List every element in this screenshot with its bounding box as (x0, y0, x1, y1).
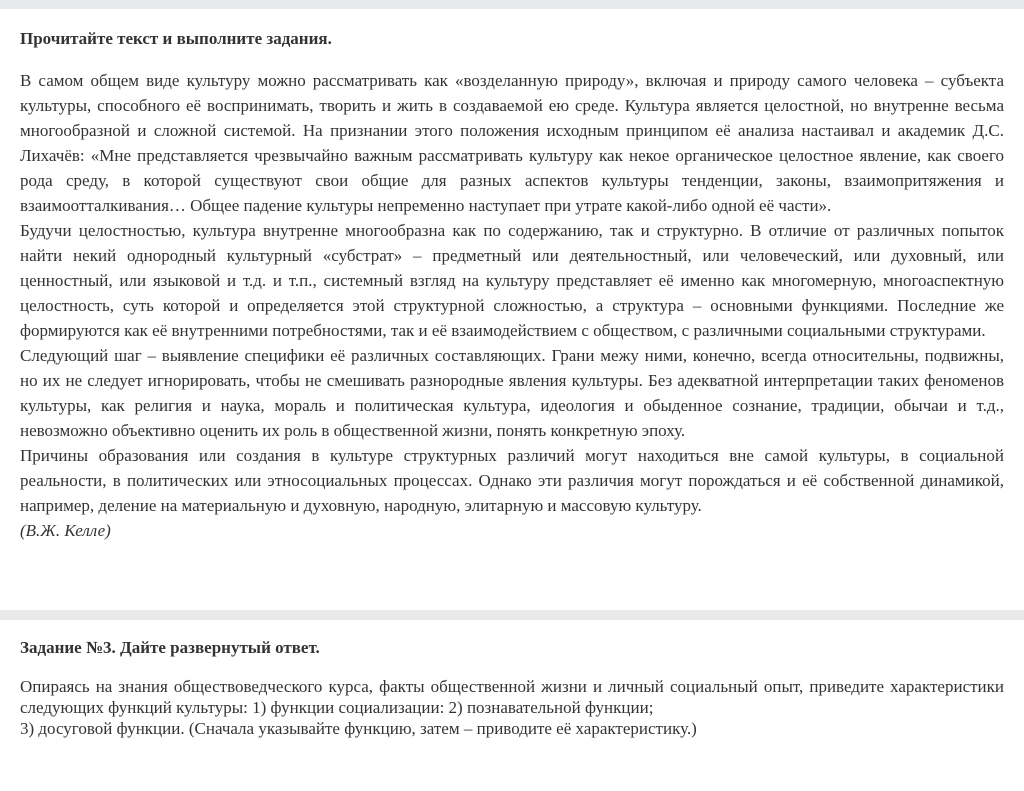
reading-author: (В.Ж. Келле) (20, 521, 111, 540)
reading-section (0, 9, 1024, 610)
task-instruction-line-2: 3) досуговой функции. (Сначала указывайте функцию, затем – приводите её характеристику.) (20, 719, 697, 738)
reading-paragraph-3: Следующий шаг – выявление специфики её различных составляющих. Грани межу ними, конечно, всегда относительны, подвижны, но их не следует игнорировать, чтобы не смешивать разнородные явления культуры. Без адекватной интерпретации таких феноменов культуры, как религия и наука, мораль и политическая культура, идеология и обыденное сознание, традиции, обычаи и т.д., невозможно объективно оценить их роль в общественной жизни, понять конкретную эпоху. (20, 346, 1004, 440)
task-heading: Задание №3. Дайте развернутый ответ. (20, 638, 320, 657)
reading-heading: Прочитайте текст и выполните задания. (20, 29, 332, 48)
section-divider-band (0, 610, 1024, 620)
reading-paragraph-2: Будучи целостностью, культура внутренне многообразна как по содержанию, так и структурно. В отличие от различных попыток найти некий однородный культурный «субстрат» – предметный или деятельностный, или человеческий, или духовный, или ценностный, или языковой и т.д. и т.п., системный взгляд на культуру представляет её именно как многомерную, многоаспектную целостность, суть которой и определяется этой структурной сложностью, а структура – основными функциями. Последние же формируются как её внутренними потребностями, так и её взаимодействием с обществом, с различными социальными структурами. (20, 221, 1004, 340)
task-section (0, 620, 1024, 739)
reading-paragraph-1: В самом общем виде культуру можно рассматривать как «возделанную природу», включая и природу самого человека – субъекта культуры, способного её воспринимать, творить и жить в создаваемой ею среде. Культура является целостной, но внутренне весьма многообразной и сложной системой. На признании этого положения исходным принципом её анализа настаивал и академик Д.С. Лихачёв: «Мне представляется чрезвычайно важным рассматривать культуру как некое органическое целостное явление, как своего рода среду, в которой существуют свои общие для разных аспектов культуры тенденции, законы, взаимопритяжения и взаимоотталкивания… Общее падение культуры непременно наступает при утрате какой-либо одной её части». (20, 71, 1004, 215)
task-instruction-line-1: Опираясь на знания обществоведческого курса, факты общественной жизни и личный социальный опыт, приведите характеристики следующих функций культуры: 1) функции социализации: 2) познавательной функции; (20, 677, 1004, 717)
top-divider-band (0, 0, 1024, 9)
reading-paragraph-4: Причины образования или создания в культуре структурных различий могут находиться вне самой культуры, в социальной реальности, в политических или этносоциальных процессах. Однако эти различия могут порождаться и её собственной динамикой, например, деление на материальную и духовную, народную, элитарную и массовую культуру. (20, 446, 1004, 515)
